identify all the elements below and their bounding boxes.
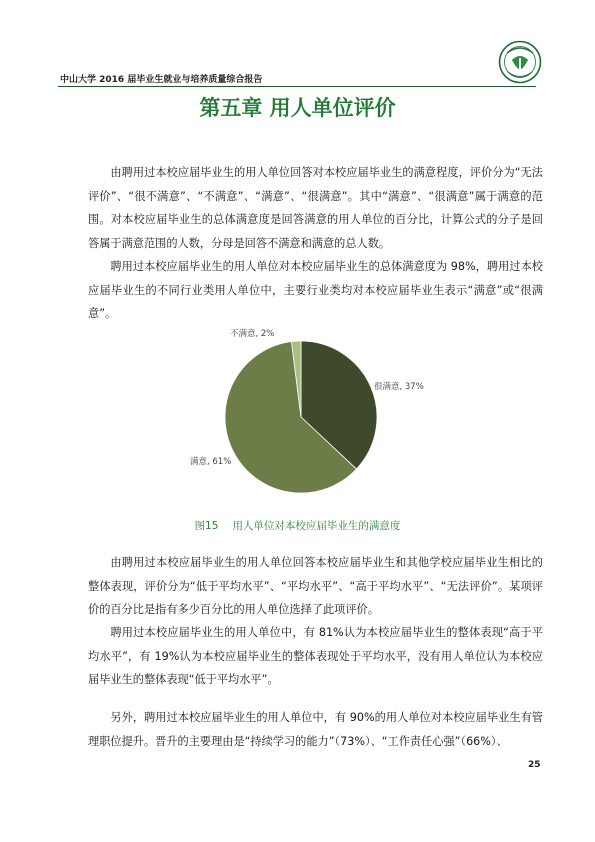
paragraph-2: 聘用过本校应届毕业生的用人单位对本校应届毕业生的总体满意度为 98%，聘用过本校应届毕业生的不同行业类用人单位中，主要行业类均对本校应届毕业生表示“满意”或“很满意”。	[88, 260, 543, 320]
pie-label-dissatisfied: 不满意, 2%	[230, 329, 275, 339]
figure-caption	[0, 518, 595, 533]
figure-title: 用人单位对本校应届毕业生的满意度	[232, 520, 401, 532]
chapter-title: 第五章 用人单位评价	[199, 96, 396, 120]
page-number: 25	[528, 760, 541, 770]
running-header: 中山大学 2016 届毕业生就业与培养质量综合报告	[60, 75, 263, 85]
header-divider	[58, 86, 536, 87]
pie-label-satisfied: 满意, 61%	[190, 457, 232, 467]
paragraph-5: 另外，聘用过本校应届毕业生的用人单位中，有 90%的用人单位对本校应届毕业生有管理职位提升。晋升的主要理由是“持续学习的能力”（73%）、“工作责任心强”（66%）、	[88, 711, 543, 748]
satisfaction-pie-chart	[170, 318, 430, 508]
paragraph-3: 由聘用过本校应届毕业生的用人单位回答本校应届毕业生和其他学校应届毕业生相比的整体表现，评价分为“低于平均水平”、“平均水平”、“高于平均水平”、“无法评价”。某项评价的百分比是指有多少百分比的用人单位选择了此项评价。	[88, 556, 543, 616]
figure-number: 图15	[194, 520, 219, 532]
paragraph-1: 由聘用过本校应届毕业生的用人单位回答对本校应届毕业生的满意程度，评价分为“无法评价”、“很不满意”、“不满意”、“满意”、“很满意”。其中“满意”、“很满意”属于满意的范围。对本校应届毕业生的总体满意度是回答满意的用人单位的百分比，计算公式的分子是回答属于满意范围的人数，分母是回答不满意和满意的总人数。	[88, 166, 543, 250]
pie-label-very-satisfied: 很满意, 37%	[374, 382, 424, 392]
university-logo	[498, 40, 542, 84]
paragraph-4: 聘用过本校应届毕业生的用人单位中，有 81%认为本校应届毕业生的整体表现“高于平均水平”，有 19%认为本校应届毕业生的整体表现处于平均水平，没有用人单位认为本校应届毕业生的整体表现“低于平均水平”。	[88, 626, 543, 686]
